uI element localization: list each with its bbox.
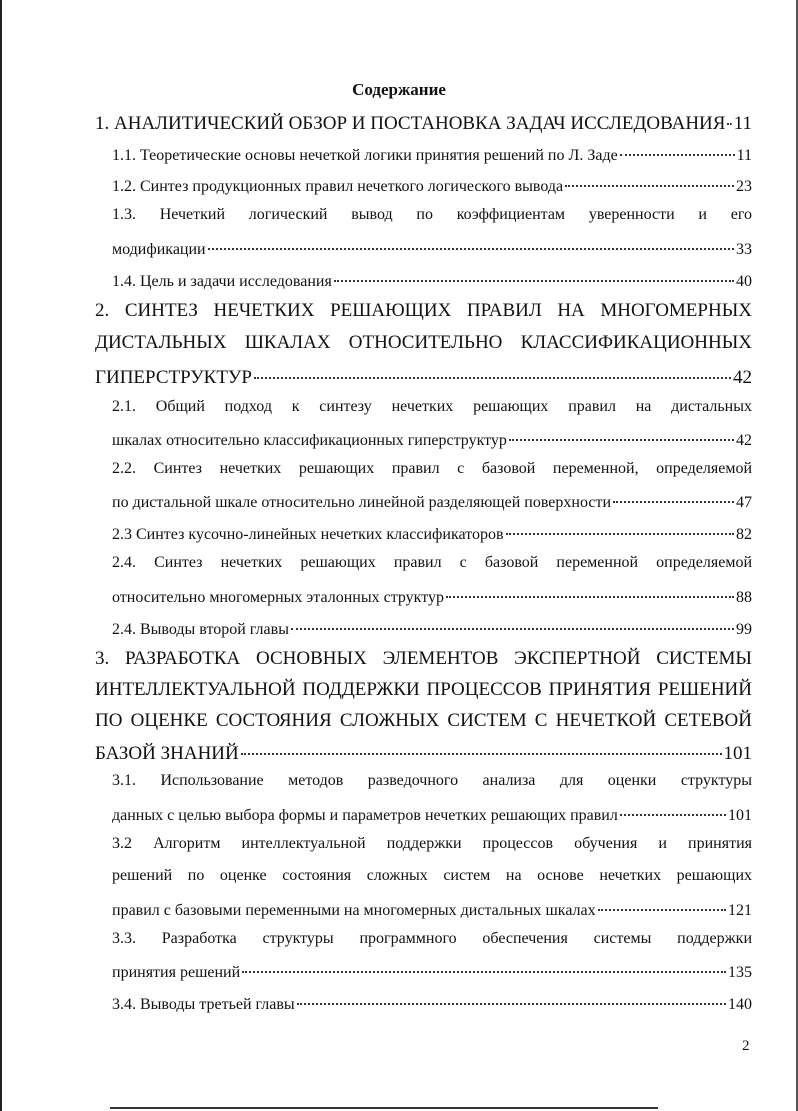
dot-leader <box>620 144 735 160</box>
toc-entry-page: 82 <box>736 526 752 543</box>
scan-bottom-border <box>110 1107 658 1109</box>
toc-entry-page: 88 <box>736 589 752 606</box>
toc-entry-label: модификации <box>112 241 206 258</box>
toc-entry-2-1-line1: 2.1. Общий подход к синтезу нечетких решающих правил на дистальных <box>112 398 752 415</box>
toc-entry-2-conclusions <box>112 618 752 639</box>
toc-entry-label: 1.2. Синтез продукционных правил нечеткого логического вывода <box>112 178 564 195</box>
dot-leader <box>241 740 722 759</box>
toc-entry-1-1 <box>112 144 752 165</box>
toc-entry-2-4-line1: 2.4. Синтез нечетких решающих правил с базовой переменной определяемой <box>112 554 752 571</box>
toc-entry-2 <box>95 364 752 389</box>
toc-entry-3-4 <box>112 993 752 1014</box>
dot-leader <box>613 491 734 507</box>
toc-entry-page: 23 <box>736 178 752 195</box>
toc-entry-label: 2.4. Выводы второй главы <box>112 621 289 638</box>
dot-leader <box>297 993 726 1009</box>
toc-entry-3-2-line2: решений по оценке состояния сложных систем на основе нечетких решающих <box>112 867 752 884</box>
toc-entry-label: относительно многомерных эталонных структур <box>112 589 445 606</box>
toc-entry-1-4 <box>112 270 752 291</box>
toc-entry-3-1-line1: 3.1. Использование методов разведочного анализа для оценки структуры <box>112 772 752 789</box>
dot-leader <box>598 899 726 915</box>
toc-entry-3 <box>95 740 752 765</box>
toc-entry-3-line3: ПО ОЦЕНКЕ СОСТОЯНИЯ СЛОЖНЫХ СИСТЕМ С НЕЧЕТКОЙ СЕТЕВОЙ <box>95 710 752 731</box>
dot-leader <box>727 110 731 129</box>
toc-entry-1-2 <box>112 175 752 196</box>
toc-entry-1-3-line1: 1.3. Нечеткий логический вывод по коэффициентам уверенности и его <box>112 206 752 223</box>
dot-leader <box>565 175 734 191</box>
toc-entry-page: 11 <box>733 113 752 134</box>
dot-leader <box>446 586 734 602</box>
toc-entry-label: 2.3 Синтез кусочно-линейных нечетких классификаторов <box>112 526 504 543</box>
dot-leader <box>254 364 731 383</box>
toc-entry-page: 11 <box>736 147 752 164</box>
scan-left-border <box>0 0 2 1111</box>
dot-leader <box>334 270 734 286</box>
toc-entry-page: 121 <box>728 902 752 919</box>
dot-leader <box>620 804 726 820</box>
dot-leader <box>509 429 734 445</box>
toc-entry-3-3-line1: 3.3. Разработка структуры программного обеспечения системы поддержки <box>112 930 752 947</box>
toc-entry-label: 3.4. Выводы третьей главы <box>112 996 295 1013</box>
toc-entry-3-3 <box>112 961 752 982</box>
toc-entry-1-3 <box>112 238 752 259</box>
toc-entry-3-2-line1: 3.2 Алгоритм интеллектуальной поддержки процессов обучения и принятия <box>112 835 752 852</box>
toc-entry-3-2 <box>112 899 752 920</box>
toc-entry-page: 101 <box>723 743 752 764</box>
toc-entry-page: 47 <box>736 494 752 511</box>
toc-entry-2-4 <box>112 586 752 607</box>
toc-entry-page: 99 <box>736 621 752 638</box>
toc-entry-label: по дистальной шкале относительно линейной разделяющей поверхности <box>112 494 612 511</box>
toc-entry-page: 33 <box>736 241 752 258</box>
toc-entry-1 <box>95 110 752 135</box>
toc-entry-2-2-line1: 2.2. Синтез нечетких решающих правил с базовой переменной, определяемой <box>112 460 752 477</box>
toc-entry-2-line2: ДИСТАЛЬНЫХ ШКАЛАХ ОТНОСИТЕЛЬНО КЛАССИФИКАЦИОННЫХ <box>95 332 752 353</box>
toc-entry-2-1 <box>112 429 752 450</box>
toc-entry-page: 101 <box>728 807 752 824</box>
dot-leader <box>242 961 726 977</box>
toc-entry-label: правил с базовыми переменными на многомерных дистальных шкалах <box>112 902 596 919</box>
toc-entry-3-1 <box>112 804 752 825</box>
toc-entry-label: ГИПЕРСТРУКТУР <box>95 367 252 388</box>
dot-leader <box>208 238 734 254</box>
toc-entry-2-line1: 2. СИНТЕЗ НЕЧЕТКИХ РЕШАЮЩИХ ПРАВИЛ НА МНОГОМЕРНЫХ <box>95 300 752 321</box>
toc-entry-3-line2: ИНТЕЛЛЕКТУАЛЬНОЙ ПОДДЕРЖКИ ПРОЦЕССОВ ПРИНЯТИЯ РЕШЕНИЙ <box>95 679 752 700</box>
toc-entry-label: 1. АНАЛИТИЧЕСКИЙ ОБЗОР И ПОСТАНОВКА ЗАДАЧ ИССЛЕДОВАНИЯ <box>95 113 726 134</box>
dot-leader <box>291 618 734 634</box>
toc-entry-label: принятия решений <box>112 964 241 981</box>
toc-entry-page: 42 <box>736 432 752 449</box>
toc-heading: Содержание <box>352 80 446 99</box>
toc-entry-2-3 <box>112 523 752 544</box>
toc-entry-page: 140 <box>728 996 752 1013</box>
dot-leader <box>506 523 734 539</box>
toc-entry-label: БАЗОЙ ЗНАНИЙ <box>95 743 239 764</box>
toc-entry-label: данных с целью выбора формы и параметров нечетких решающих правил <box>112 807 618 824</box>
toc-entry-page: 42 <box>733 367 752 388</box>
toc-entry-page: 135 <box>728 964 752 981</box>
toc-entry-3-line1: 3. РАЗРАБОТКА ОСНОВНЫХ ЭЛЕМЕНТОВ ЭКСПЕРТНОЙ СИСТЕМЫ <box>95 648 752 669</box>
toc-entry-2-2 <box>112 491 752 512</box>
toc-entry-label: 1.4. Цель и задачи исследования <box>112 273 332 290</box>
page-number: 2 <box>742 1038 750 1054</box>
toc-entry-label: шкалах относительно классификационных гиперструктур <box>112 432 507 449</box>
toc-entry-label: 1.1. Теоретические основы нечеткой логики принятия решений по Л. Заде <box>112 147 618 164</box>
toc-entry-page: 40 <box>736 273 752 290</box>
